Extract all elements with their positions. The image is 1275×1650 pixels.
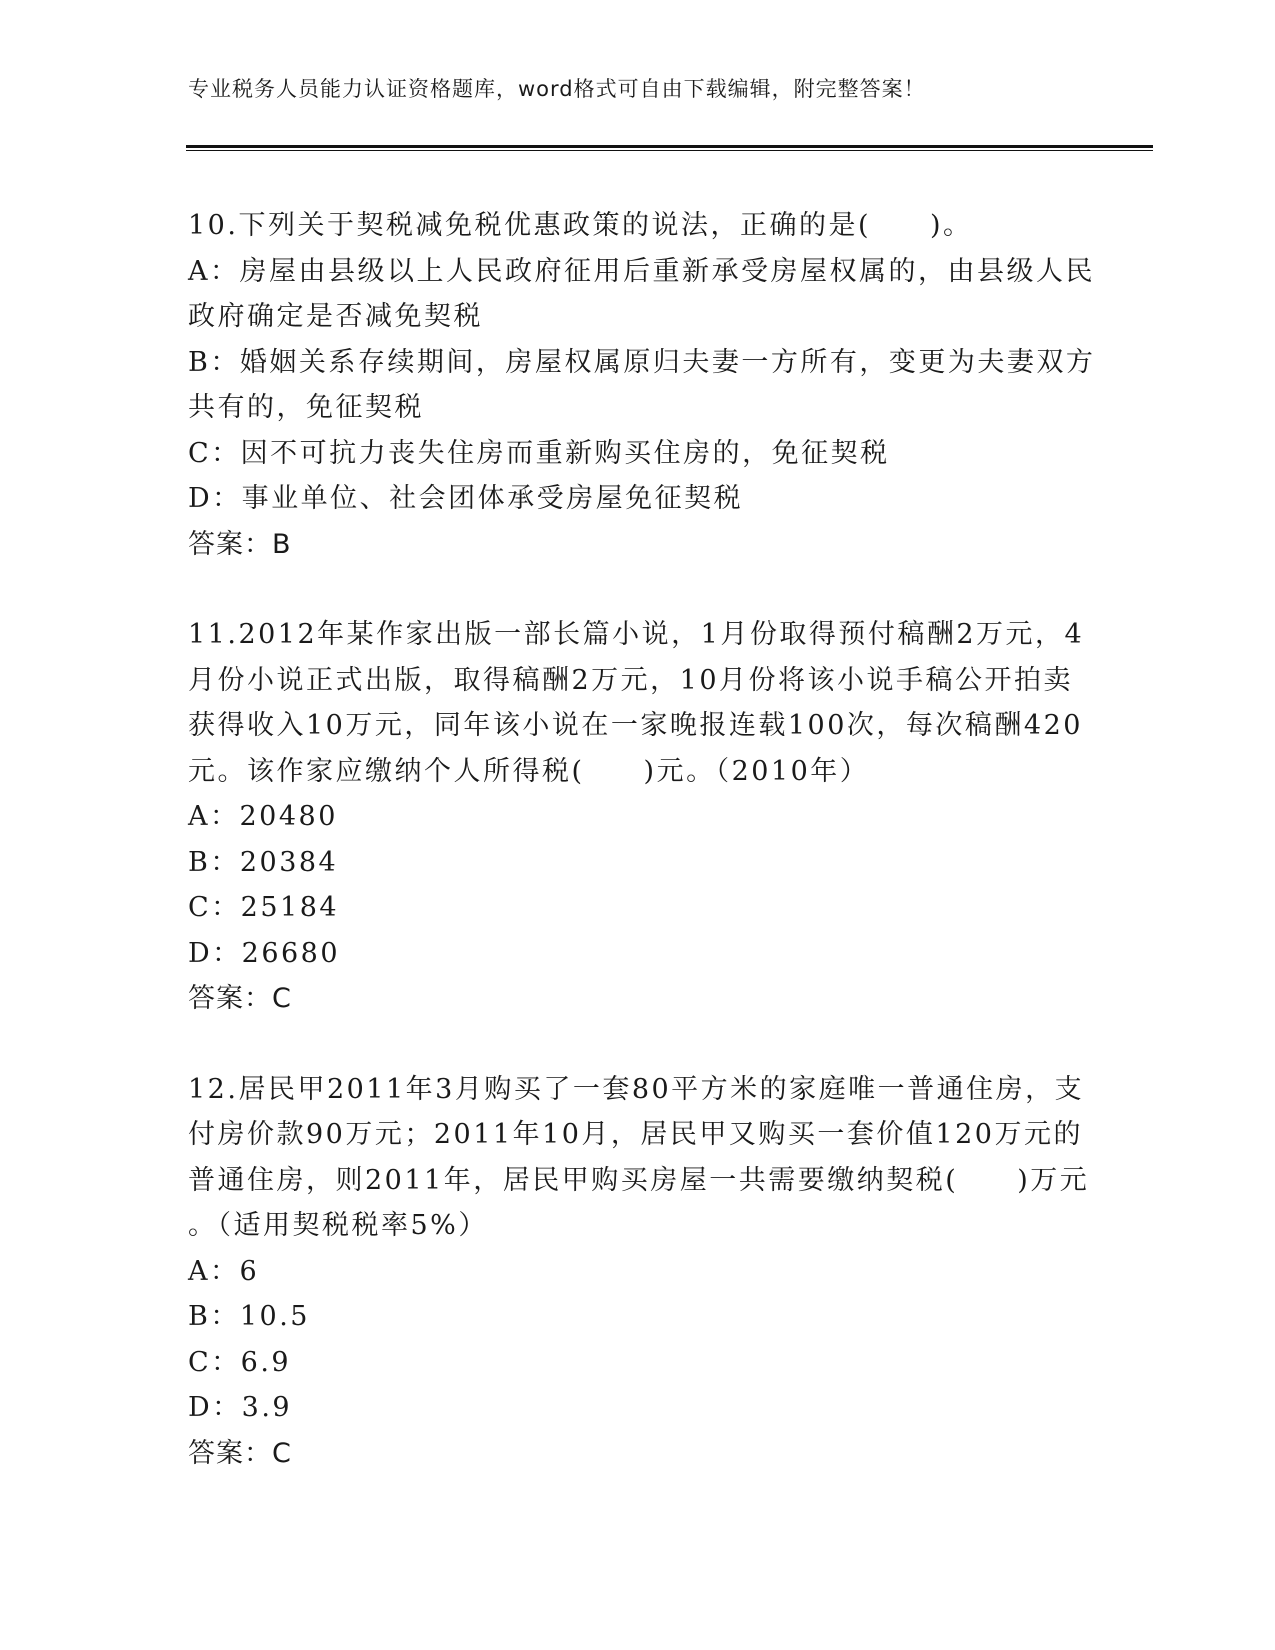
question-stem-continued: 。（适用契税税率5%） bbox=[188, 1210, 488, 1241]
answer-label: 答案：C bbox=[188, 983, 292, 1014]
option-b: B：婚姻关系存续期间，房屋权属原归夫妻一方所有，变更为夫妻双方 bbox=[188, 346, 1096, 378]
question-11 bbox=[188, 612, 1085, 1022]
option-a: A：6 bbox=[188, 1255, 260, 1287]
option-c: C：25184 bbox=[188, 892, 340, 923]
question-stem-continued: 获得收入10万元，同年该小说在一家晚报连载100次，每次稿酬420 bbox=[188, 710, 1083, 741]
question-12 bbox=[188, 1067, 1090, 1477]
question-stem-continued: 付房价款90万元；2011年10月，居民甲又购买一套价值120万元的 bbox=[188, 1119, 1083, 1150]
question-stem-continued: 元。该作家应缴纳个人所得税( )元。（2010年） bbox=[188, 755, 870, 787]
question-stem: 10.下列关于契税减免税优惠政策的说法，正确的是( )。 bbox=[188, 210, 973, 241]
option-a: A：房屋由县级以上人民政府征用后重新承受房屋权属的，由县级人民 bbox=[188, 255, 1095, 287]
option-a: A：20480 bbox=[188, 801, 338, 832]
question-list bbox=[188, 203, 1096, 1521]
page-header: 专业税务人员能力认证资格题库，word格式可自由下载编辑，附完整答案！ bbox=[188, 77, 926, 101]
answer-label: 答案：B bbox=[188, 528, 292, 560]
option-d: D：3.9 bbox=[188, 1392, 293, 1423]
option-c: C：因不可抗力丧失住房而重新购买住房的，免征契税 bbox=[188, 437, 890, 469]
option-b-continued: 共有的，免征契税 bbox=[188, 392, 424, 423]
question-stem-continued: 月份小说正式出版，取得稿酬2万元，10月份将该小说手稿公开拍卖 bbox=[188, 664, 1074, 696]
option-c: C：6.9 bbox=[188, 1346, 292, 1378]
header-divider-thin bbox=[186, 150, 1153, 151]
question-10 bbox=[188, 203, 1096, 567]
option-a-continued: 政府确定是否减免契税 bbox=[188, 301, 483, 332]
option-d: D：26680 bbox=[188, 937, 341, 969]
question-stem: 12.居民甲2011年3月购买了一套80平方米的家庭唯一普通住房，支 bbox=[188, 1073, 1085, 1105]
answer-label: 答案：C bbox=[188, 1437, 292, 1469]
question-stem-continued: 普通住房，则2011年，居民甲购买房屋一共需要缴纳契税( )万元 bbox=[188, 1164, 1090, 1196]
option-b: B：20384 bbox=[188, 846, 339, 878]
option-b: B：10.5 bbox=[188, 1301, 310, 1332]
header-divider-thick bbox=[186, 145, 1153, 148]
question-stem: 11.2012年某作家出版一部长篇小说，1月份取得预付稿酬2万元，4 bbox=[188, 619, 1085, 650]
option-d: D：事业单位、社会团体承受房屋免征契税 bbox=[188, 483, 744, 514]
